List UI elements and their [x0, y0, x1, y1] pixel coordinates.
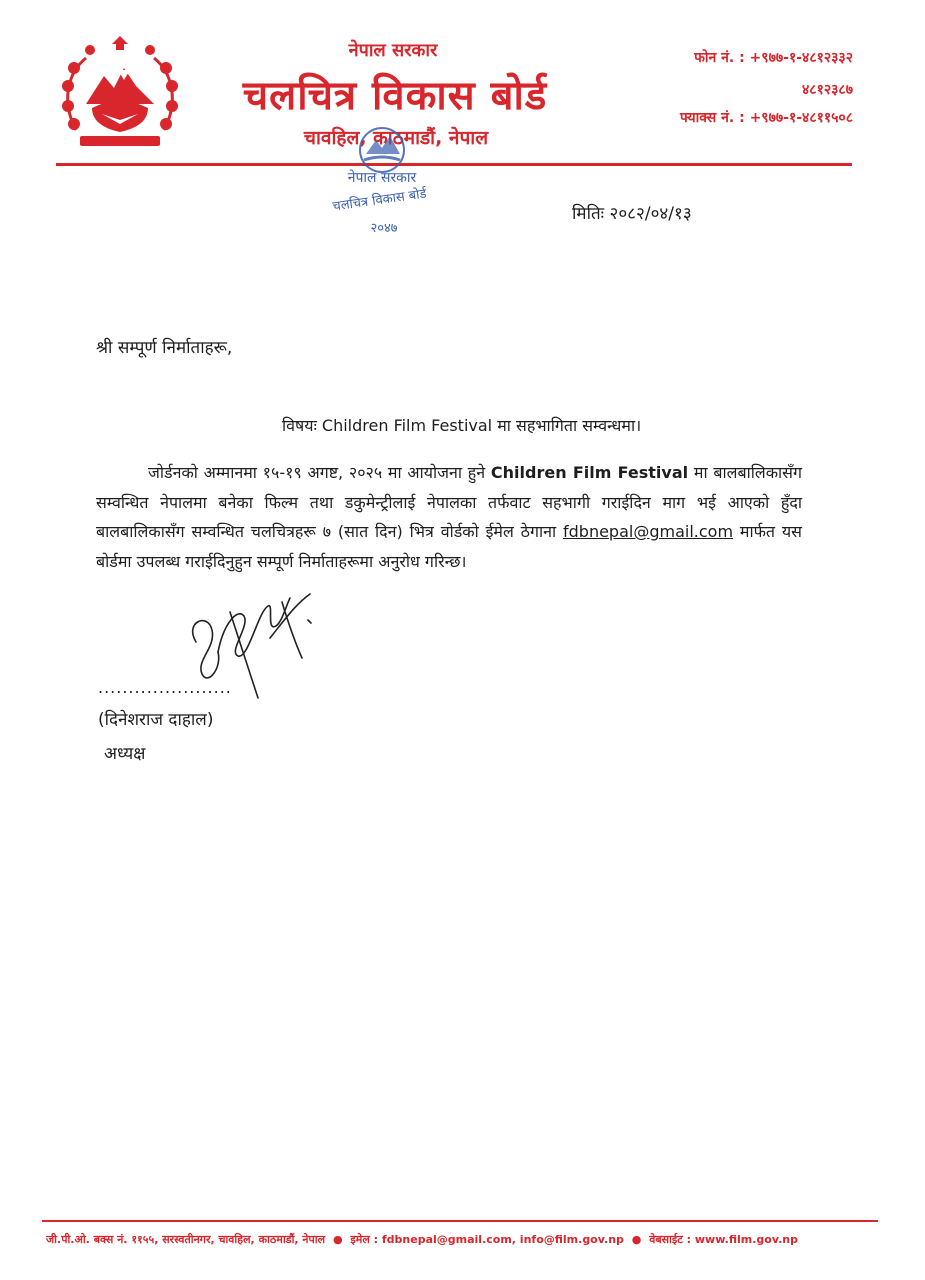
nepal-emblem-icon — [56, 34, 184, 154]
government-name: नेपाल सरकार — [348, 40, 438, 61]
footer-website[interactable]: वेबसाईट : www.film.gov.np — [649, 1233, 799, 1246]
footer-email[interactable]: इमेल : fdbnepal@gmail.com, info@film.gov.np — [350, 1233, 624, 1246]
fax-line: फ्याक्स नं. : +९७७-१-४८११५०८ — [679, 110, 853, 126]
stamp-year: २०४७ — [370, 221, 398, 236]
letter-subject — [282, 414, 641, 436]
body-part-1: जोर्डनको अम्मानमा १५-१९ अगष्ट, २०२५ मा आयोजना हुने — [148, 463, 486, 482]
body-part-3: मार्फत यस बोर्डमा उपलब्ध गराईदिनुहुन सम्पूर्ण निर्माताहरूमा अनुरोध गरिन्छ। — [96, 522, 802, 571]
stamp-line-1: नेपाल सरकार — [347, 170, 417, 186]
board-address: चावहिल, काठमाडौं, नेपाल — [303, 127, 489, 149]
signatory-name: (दिनेशराज दाहाल) — [98, 710, 214, 730]
footer-divider — [42, 1220, 878, 1222]
body-part-2: मा बालबालिकासँग सम्वन्धित नेपालमा बनेका फिल्म तथा डकुमेन्ट्रीलाई नेपालका तर्फवाट सहभागी गराईदिन माग भई आएको हुँदा बालबालिकासँग सम्वन्धित चलचित्रहरू ७ (सात दिन) भित्र वोर्डको ईमेल ठेगाना — [96, 463, 802, 541]
footer-po-box: जी.पी.ओ. बक्स नं. ११५५, सरस्वतीनगर, चावहिल, काठमाडौं, नेपाल — [46, 1233, 326, 1246]
subject-event: Children Film Festival — [321, 416, 493, 435]
phone-line-2: ४८१२३८७ — [802, 82, 853, 98]
footer-bullet-2: ● — [631, 1233, 642, 1246]
signatory-title: अध्यक्ष — [104, 744, 146, 764]
letter-body — [96, 458, 802, 576]
subject-prefix: विषयः — [282, 416, 317, 435]
salutation: श्री सम्पूर्ण निर्माताहरू, — [96, 338, 233, 358]
board-name: चलचित्र विकास बोर्ड — [242, 73, 548, 119]
letter-date: मितिः २०८२/०४/१३ — [572, 204, 692, 224]
official-stamp — [300, 126, 460, 244]
stamp-line-2: चलचित्र विकास बोर्ड — [331, 186, 428, 215]
footer — [46, 1232, 874, 1247]
body-email-link[interactable]: fdbnepal@gmail.com — [563, 522, 734, 541]
footer-bullet-1: ● — [332, 1233, 343, 1246]
signature-line: ...................... — [98, 678, 232, 697]
phone-line: फोन नं. : +९७७-१-४८१२३३२ — [694, 50, 853, 66]
body-event: Children Film Festival — [490, 463, 689, 482]
subject-suffix: मा सहभागिता सम्वन्धमा। — [497, 416, 642, 435]
